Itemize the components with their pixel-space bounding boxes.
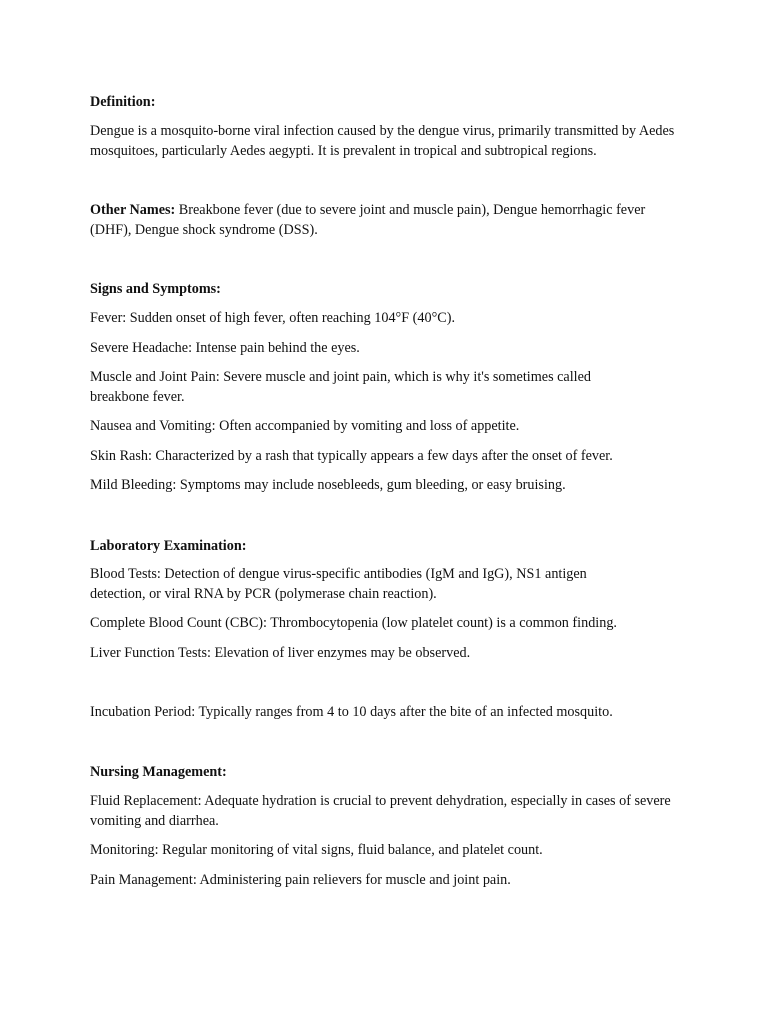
definition-text: Dengue is a mosquito-borne viral infection caused by the dengue virus, primarily transmitted by Aedes mosquitoes, particularly Aedes aegypti. It is prevalent in tropical and subtropical regions. [90,123,675,159]
other-names-label: Other Names: [90,202,176,218]
laboratory-heading: Laboratory Examination: [90,538,247,554]
lab-item-blood-tests: Blood Tests: Detection of dengue virus-specific antibodies (IgM and IgG), NS1 antigen detection, or viral RNA by PCR (polymerase chain reaction). [90,566,587,602]
nursing-heading: Nursing Management: [90,764,227,780]
symptom-item-nausea: Nausea and Vomiting: Often accompanied by vomiting and loss of appetite. [90,418,520,434]
other-names-paragraph [90,201,670,240]
symptom-item-fever: Fever: Sudden onset of high fever, often reaching 104°F (40°C). [90,310,455,326]
nursing-item-fluid-replacement: Fluid Replacement: Adequate hydration is crucial to prevent dehydration, especially in cases of severe vomiting and diarrhea. [90,793,671,829]
lab-item-liver-function: Liver Function Tests: Elevation of liver enzymes may be observed. [90,645,471,661]
symptom-item-muscle-joint-pain: Muscle and Joint Pain: Severe muscle and joint pain, which is why it's sometimes called breakbone fever. [90,369,592,405]
symptom-item-mild-bleeding: Mild Bleeding: Symptoms may include nosebleeds, gum bleeding, or easy bruising. [90,477,566,493]
symptom-item-skin-rash: Skin Rash: Characterized by a rash that typically appears a few days after the onset of fever. [90,448,613,464]
nursing-item-monitoring: Monitoring: Regular monitoring of vital signs, fluid balance, and platelet count. [90,842,543,858]
symptom-item-headache: Severe Headache: Intense pain behind the eyes. [90,340,360,356]
incubation-period: Incubation Period: Typically ranges from 4 to 10 days after the bite of an infected mosquito. [90,704,613,720]
nursing-item-pain-management: Pain Management: Administering pain relievers for muscle and joint pain. [90,872,511,888]
definition-heading: Definition: [90,94,156,110]
other-names-text: Breakbone fever (due to severe joint and muscle pain), Dengue hemorrhagic fever (DHF), Dengue shock syndrome (DSS). [90,202,646,238]
signs-symptoms-heading: Signs and Symptoms: [90,281,221,297]
lab-item-cbc: Complete Blood Count (CBC): Thrombocytopenia (low platelet count) is a common finding. [90,615,617,631]
